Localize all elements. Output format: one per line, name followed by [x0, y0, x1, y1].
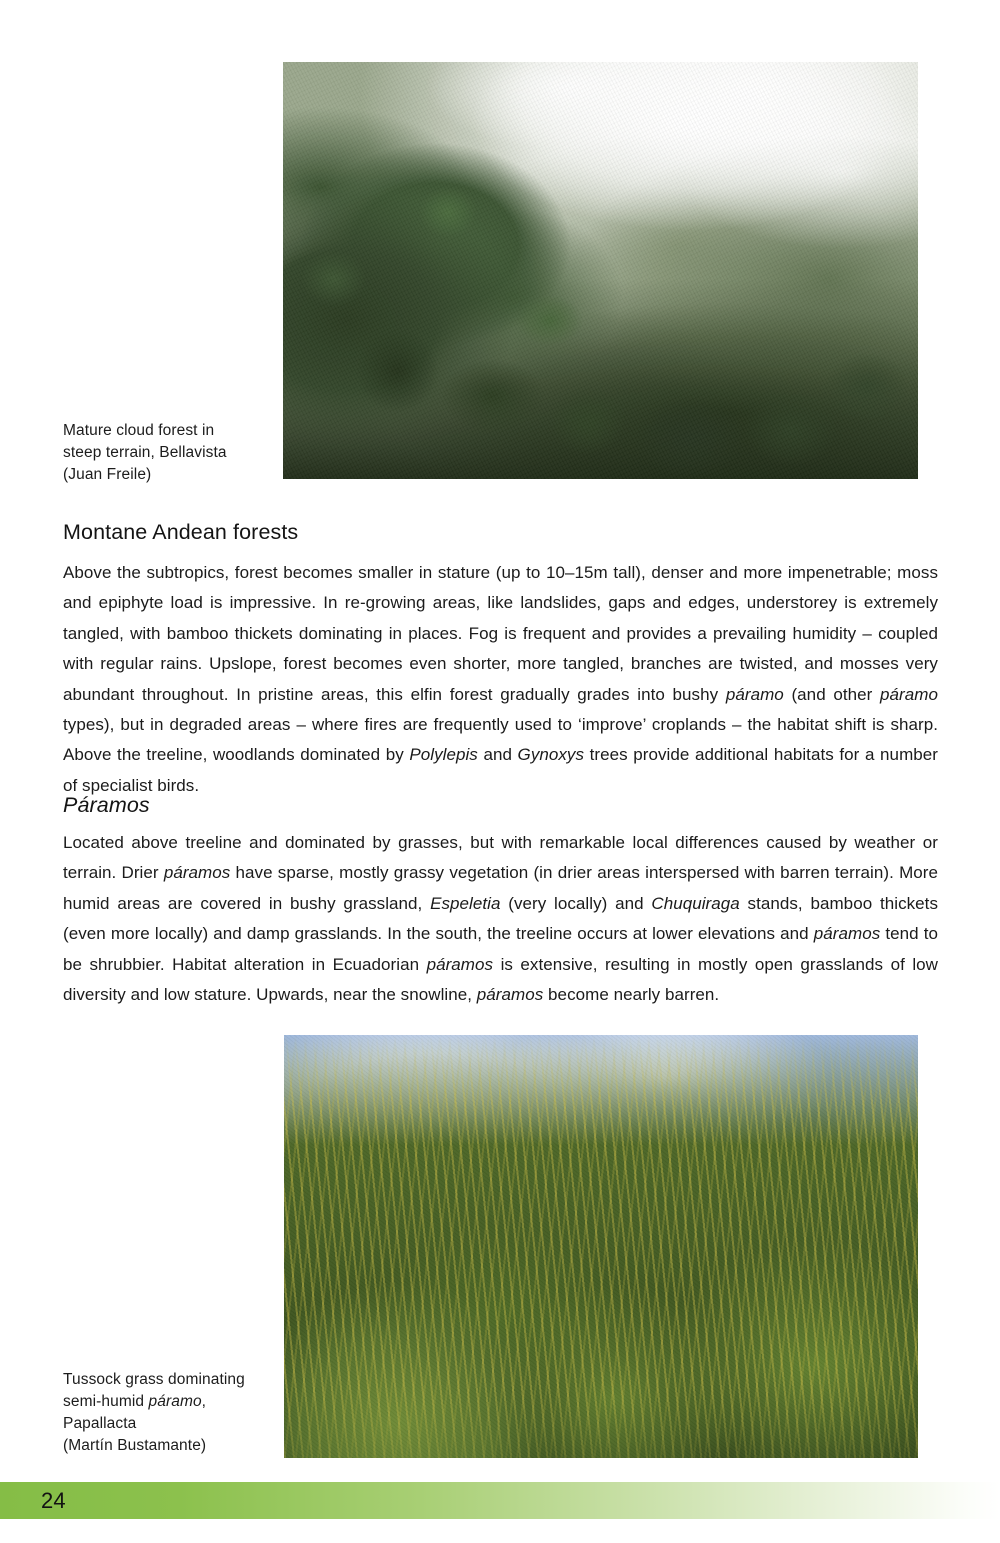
italic-term: páramo	[880, 684, 938, 704]
italic-term: Gynoxys	[517, 745, 585, 765]
figure-cloud-forest	[283, 62, 918, 479]
text-run: have sparse, mostly grassy vegetation (in drier areas interspersed with barren terrain). More humid areas are covered in bushy grassland,	[63, 863, 938, 913]
caption-line: steep terrain, Bellavista	[63, 444, 227, 461]
italic-term: Chuquiraga	[651, 893, 740, 913]
caption-credit: (Juan Freile)	[63, 466, 152, 483]
text-run: become nearly barren.	[543, 985, 720, 1005]
text-run: Located above treeline and dominated by grasses, but with remarkable local differences caused by weather or terrain. Drier	[63, 833, 938, 883]
text-run: tend to be shrubbier. Habitat alteration in Ecuadorian	[63, 924, 938, 974]
text-run: (very locally) and	[500, 893, 652, 913]
paragraph-paramos	[63, 828, 938, 1010]
italic-term: Espeletia	[430, 893, 501, 913]
cloud-forest-texture	[283, 62, 918, 479]
caption-term-paramo: páramo	[148, 1393, 202, 1410]
text-run: trees provide additional habitats for a number of specialist birds.	[63, 745, 938, 795]
italic-term: Polylepis	[409, 745, 478, 765]
footer-gradient-bar	[0, 1482, 1000, 1519]
text-run: (and other	[783, 684, 881, 704]
figure-paramo-tussock	[284, 1035, 918, 1458]
text-run: stands, bamboo thickets (even more locally) and damp grasslands. In the south, the treeline occurs at lower elevations and	[63, 893, 938, 944]
caption-place: Papallacta	[63, 1415, 137, 1432]
paramo-texture	[284, 1035, 918, 1458]
paragraph-montane-andean-forests	[63, 558, 938, 801]
page-number: 24	[41, 1488, 66, 1513]
italic-term: páramos	[813, 924, 881, 944]
caption-credit: (Martín Bustamante)	[63, 1437, 207, 1454]
heading-montane-andean-forests: Montane Andean forests	[63, 520, 299, 544]
text-run: is extensive, resulting in mostly open grasslands of low diversity and low stature. Upwards, near the snowline,	[63, 954, 938, 1005]
caption-line-prefix: semi-humid	[63, 1393, 149, 1410]
caption-cloud-forest	[63, 420, 263, 486]
caption-line: Mature cloud forest in	[63, 422, 215, 439]
caption-line: Tussock grass dominating	[63, 1371, 245, 1388]
italic-term: páramos	[476, 985, 544, 1005]
text-run: types), but in degraded areas – where fires are frequently used to ‘improve’ croplands – the habitat shift is sharp. Above the treeline, woodlands dominated by	[63, 715, 938, 765]
italic-term: páramo	[725, 684, 784, 704]
italic-term: páramos	[163, 863, 231, 883]
text-run: and	[477, 745, 518, 765]
text-run: Above the subtropics, forest becomes smaller in stature (up to 10–15m tall), denser and more impenetrable; moss and epiphyte load is impressive. In re-growing areas, like landslides, gaps and edges, understorey is extremely tangled, with bamboo thickets dominating in places. Fog is frequent and provides a prevailing humidity – coupled with regular rains. Upslope, forest becomes even shorter, more tangled, branches are twisted, and mosses very abundant throughout. In pristine areas, this elfin forest gradually grades into bushy	[63, 563, 938, 704]
caption-paramo-tussock	[63, 1369, 263, 1457]
heading-paramos: Páramos	[63, 793, 150, 817]
caption-line-suffix: ,	[201, 1393, 207, 1410]
italic-term: páramos	[426, 954, 494, 974]
